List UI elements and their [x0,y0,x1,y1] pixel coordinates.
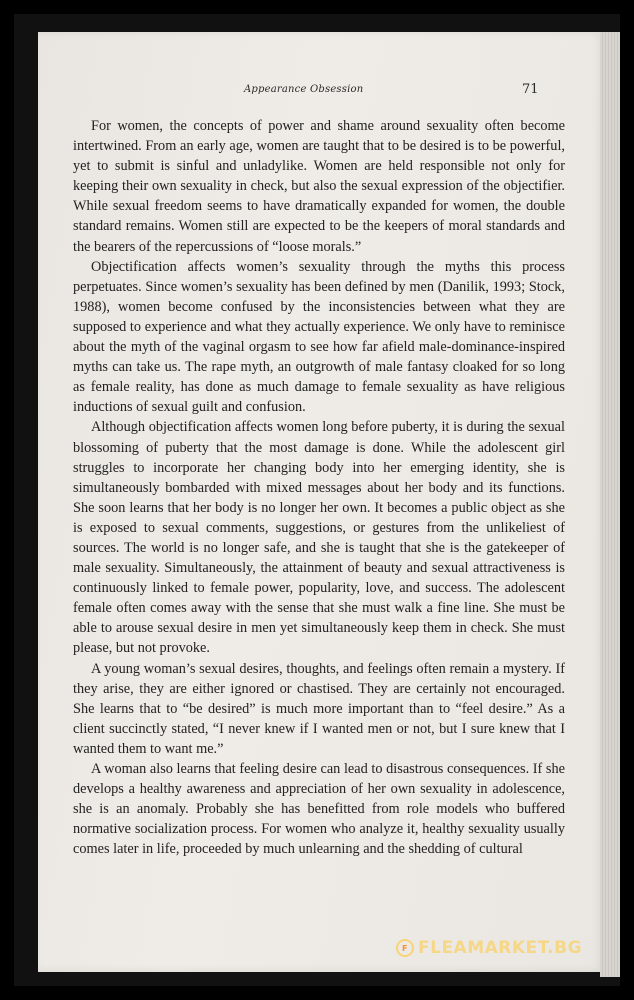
body-text [73,116,565,859]
paragraph: A woman also learns that feeling desire can lead to disastrous consequences. If she develops a healthy awareness and appreciation of her own sexuality in adolescence, she is an anomaly. Probably she has benefitted from role models who buffered normative socialization process. For women who analyze it, healthy sexuality usually comes later in life, proceeded by much unlearning and the shedding of cultural [73,761,565,858]
page-edge [600,32,620,977]
paragraph: A young woman’s sexual desires, thoughts, and feelings often remain a mystery. If they arise, they are either ignored or chastised. They are certainly not encouraged. She learns that to “be desired” is much more important than to “feel desire.” As a client succinctly stated, “I never knew if I wanted men or not, but I sure knew that I wanted them to want me.” [73,660,565,757]
book-photo [14,14,620,986]
book-page [38,32,606,972]
watermark-logo-icon: F [396,939,414,957]
page-number: 71 [522,82,539,97]
paragraph: Although objectification affects women long before puberty, it is during the sexual blossoming of puberty that the most damage is done. While the adolescent girl struggles to incorporate her changing body into her emerging identity, she is simultaneously bombarded with mixed messages about her body and its functions. She soon learns that her body is no longer her own. It becomes a public object as she is exposed to sexual comments, suggestions, or gestures from the unlikeliest of sources. The world is no longer safe, and she is taught that she is the gatekeeper of male sexuality. Simultaneously, the attainment of beauty and sexual attractiveness is continuously linked to female power, popularity, love, and success. The adolescent female often comes away with the sense that she must walk a fine line. She must be able to arouse sexual desire in men yet simultaneously keep them in check. She must please, but not provoke. [73,419,565,657]
running-head: Appearance Obsession [244,84,364,95]
watermark [396,938,582,958]
watermark-text: FLEAMARKET.BG [418,938,583,958]
paragraph: For women, the concepts of power and shame around sexuality often become intertwined. From an early age, women are taught that to be desired is to be powerful, yet to submit is sinful and unladylike. Women are held responsible not only for keeping their own sexuality in check, but also the sexual expression of the objectifier. While sexual freedom seems to have dramatically expanded for women, the double standard remains. Women still are expected to be the keepers of moral standards and the bearers of the repercussions of “loose morals.” [73,118,565,255]
paragraph: Objectification affects women’s sexuality through the myths this process perpetuates. Since women’s sexuality has been defined by men (Danilik, 1993; Stock, 1988), women become confused by the inconsistencies between what they are supposed to experience and what they actually experience. We only have to reminisce about the myth of the vaginal orgasm to see how far afield male-dominance-inspired myths can take us. The rape myth, an outgrowth of male fantasy cloaked for so long as female reality, has done as much damage to female sexuality as have religious inductions of sexual guilt and confusion. [73,258,565,416]
